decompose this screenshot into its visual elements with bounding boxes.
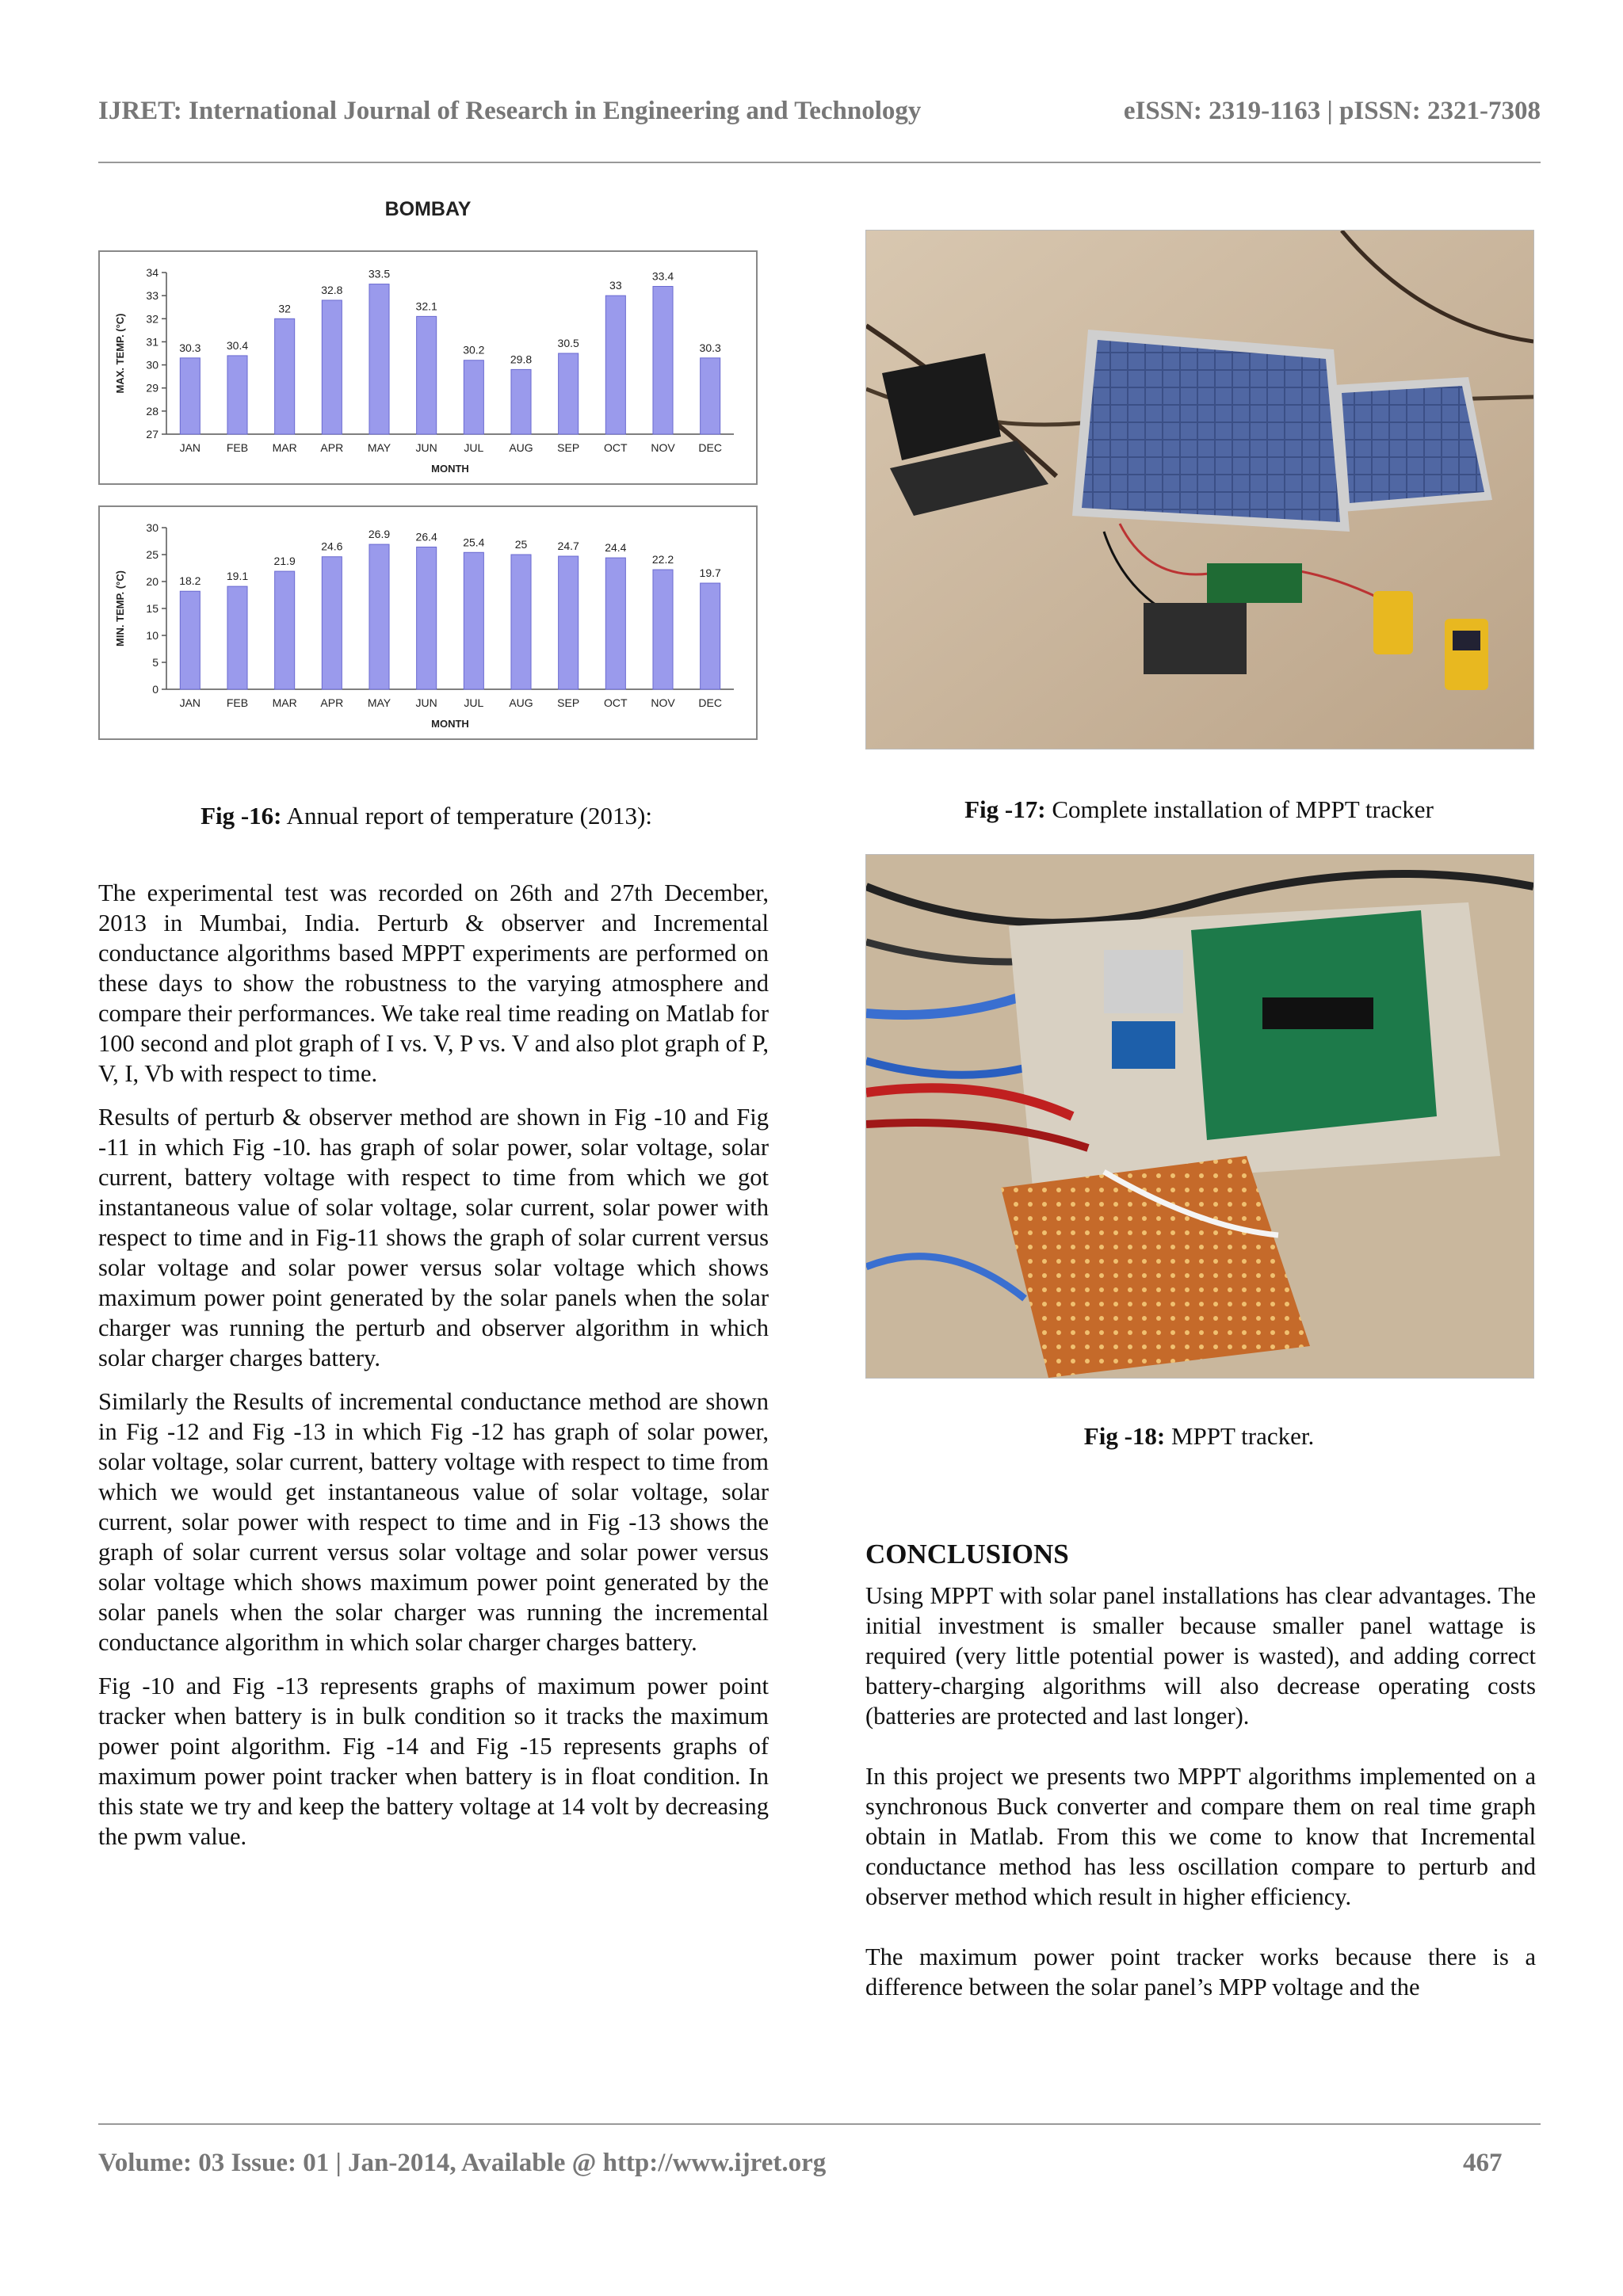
y-tick-label: 30 [146,358,158,372]
conclusions-section [865,1539,1536,2032]
bar [511,555,531,689]
fig16-caption [98,802,754,830]
category-label: AUG [509,696,533,709]
bar [701,583,720,689]
data-label: 26.9 [368,528,391,541]
issn: eISSN: 2319-1163 | pISSN: 2321-7308 [1123,97,1541,125]
conclusions-heading: CONCLUSIONS [865,1539,1069,1569]
y-tick-label: 29 [146,381,158,395]
conclusion-paragraph: The maximum power point tracker works because there is a difference between the solar panel’s MPP voltage and the [865,1943,1536,2000]
fig16-text: Annual report of temperature (2013): [281,802,652,830]
category-label: JUL [464,696,484,709]
bar-chart-svg [100,252,756,483]
y-tick-label: 34 [146,266,158,279]
data-label: 33 [609,279,622,292]
bar [417,316,437,434]
footer-rule [98,2123,1541,2125]
y-tick-label: 5 [152,656,158,669]
chart-title: BOMBAY [384,198,472,220]
category-label: NOV [651,441,675,454]
body-paragraph: Similarly the Results of incremental conductance method are shown in Fig -12 and Fig -13 in which Fig -12 has graph of solar power, solar voltage, solar current, battery voltage with respect to time from which we would get instantaneous value of solar voltage, solar current, solar power with respect to time and in Fig -13 shows the graph of solar current versus solar voltage and solar power versus solar voltage which shows maximum power point generated by the solar panels when the solar charger was running the incremental conductance algorithm in which solar charger charges battery. [98,1388,769,1656]
data-label: 30.2 [463,343,485,357]
footer-volume: Volume: 03 Issue: 01 | Jan-2014, Available @ http://www.ijret.org [98,2149,827,2177]
category-label: OCT [604,441,628,454]
data-label: 33.5 [368,267,391,280]
y-tick-label: 33 [146,289,158,303]
bar [417,547,437,689]
fig17-caption [865,795,1533,824]
bar [464,360,483,434]
header-rule [98,162,1541,163]
data-label: 19.7 [699,566,721,580]
category-label: JUN [415,696,437,709]
category-label: APR [320,696,344,709]
bar-chart-svg [100,507,756,738]
bar [511,369,531,434]
fig18-text: MPPT tracker. [1165,1422,1315,1450]
bar [227,586,247,689]
bar [605,558,625,689]
body-left-column [98,878,769,1865]
fig18-label: Fig -18: [1083,1422,1166,1450]
data-label: 22.2 [651,553,674,566]
bar [180,358,200,434]
category-label: MAR [272,441,297,454]
category-label: FEB [226,696,249,709]
bar [559,353,579,434]
category-label: FEB [226,441,249,454]
category-label: JUL [464,441,484,454]
bar [322,300,342,434]
y-tick-label: 15 [146,602,158,615]
category-label: NOV [651,696,675,709]
fig16-label: Fig -16: [200,802,282,830]
category-label: MAY [367,696,391,709]
data-label: 19.1 [226,570,249,583]
bar [653,570,673,689]
data-label: 30.5 [557,337,579,349]
data-label: 18.2 [179,574,201,588]
data-label: 32.8 [321,283,343,296]
y-tick-label: 25 [146,548,158,561]
data-label: 30.4 [226,338,249,352]
installation-photo [865,230,1534,749]
category-label: DEC [698,441,722,454]
page-number: 467 [1463,2149,1503,2177]
body-paragraph: Results of perturb & observer method are shown in Fig -10 and Fig -11 in which Fig -10. has graph of solar power, solar voltage, solar current, battery voltage with respect to time from which we got instantaneous value of solar voltage, solar current, solar power with respect to time and in Fig-11 shows the graph of solar current versus solar voltage and solar power versus solar voltage which shows maximum power point generated by the solar panels when the solar charger was running the perturb and observer algorithm in which solar charger charges battery. [98,1104,769,1371]
y-tick-label: 30 [146,521,158,534]
y-tick-label: 32 [146,312,158,326]
y-axis-label: MAX. TEMP. (°C) [114,313,126,394]
body-paragraph: Fig -10 and Fig -13 represents graphs of maximum power point tracker when battery is in bulk condition so it tracks the maximum power point algorithm. Fig -14 and Fig -15 represents graphs of maximum power point tracker when battery is in float condition. In this state we try and keep the battery voltage at 14 volt by decreasing the pwm value. [98,1672,769,1850]
category-label: DEC [698,696,722,709]
data-label: 33.4 [651,269,674,283]
bar [559,556,579,689]
bar [605,296,625,434]
x-axis-label: MONTH [431,718,469,730]
min-temp-chart [98,505,758,740]
data-label: 25.4 [463,536,485,549]
bar [275,571,295,689]
data-label: 21.9 [273,555,296,568]
y-tick-label: 31 [146,335,158,349]
journal-name: IJRET: International Journal of Research in Engineering and Technology [98,97,922,125]
data-label: 30.3 [699,341,721,354]
bar [180,591,200,689]
y-tick-label: 27 [146,428,158,441]
category-label: JAN [179,696,201,709]
y-axis-label: MIN. TEMP. (°C) [114,570,126,646]
bar [227,356,247,434]
category-label: SEP [557,441,580,454]
bar [464,552,483,689]
y-tick-label: 28 [146,404,158,418]
category-label: APR [320,441,344,454]
x-axis-label: MONTH [431,463,469,475]
data-label: 26.4 [415,530,437,543]
data-label: 30.3 [179,341,201,354]
bar [369,284,389,434]
conclusion-paragraph: In this project we presents two MPPT algorithms implemented on a synchronous Buck converter and compare them on real time graph obtain in Matlab. From this we come to know that Incremental conductance method has less oscillation compare to perturb and observer method which result in higher efficiency. [865,1763,1536,1910]
category-label: JAN [179,441,201,454]
fig17-text: Complete installation of MPPT tracker [1045,795,1434,823]
y-tick-label: 10 [146,629,158,642]
fig17-label: Fig -17: [964,795,1046,823]
data-label: 24.6 [321,540,343,553]
y-tick-label: 20 [146,575,158,588]
data-label: 24.4 [605,541,627,555]
data-label: 25 [514,538,528,551]
bar [275,318,295,434]
max-temp-chart [98,250,758,485]
data-label: 32.1 [415,299,437,313]
category-label: SEP [557,696,580,709]
fig18-caption [865,1422,1533,1451]
data-label: 29.8 [510,353,533,366]
conclusion-paragraph: Using MPPT with solar panel installations has clear advantages. The initial investment is smaller because smaller panel wattage is required (very little potential power is wasted), and adding correct battery-charging algorithms will also decrease operating costs (batteries are protected and last longer). [865,1582,1536,1730]
bar [322,557,342,689]
category-label: JUN [415,441,437,454]
category-label: AUG [509,441,533,454]
category-label: OCT [604,696,628,709]
mppt-tracker-photo [865,854,1534,1379]
bar [653,286,673,434]
bar [701,358,720,434]
data-label: 32 [278,302,291,315]
body-paragraph: The experimental test was recorded on 26th and 27th December, 2013 in Mumbai, India. Perturb & observer and Incremental conductance algorithms based MPPT experiments are performed on these days to show the robustness to the varying atmosphere and compare their performances. We take real time reading on Matlab for 100 second and plot graph of I vs. V, P vs. V and also plot graph of P, V, I, Vb with respect to time. [98,879,769,1087]
running-header [98,97,1541,136]
data-label: 24.7 [557,540,579,553]
category-label: MAY [367,441,391,454]
y-tick-label: 0 [152,683,158,696]
bar [369,544,389,689]
category-label: MAR [272,696,297,709]
